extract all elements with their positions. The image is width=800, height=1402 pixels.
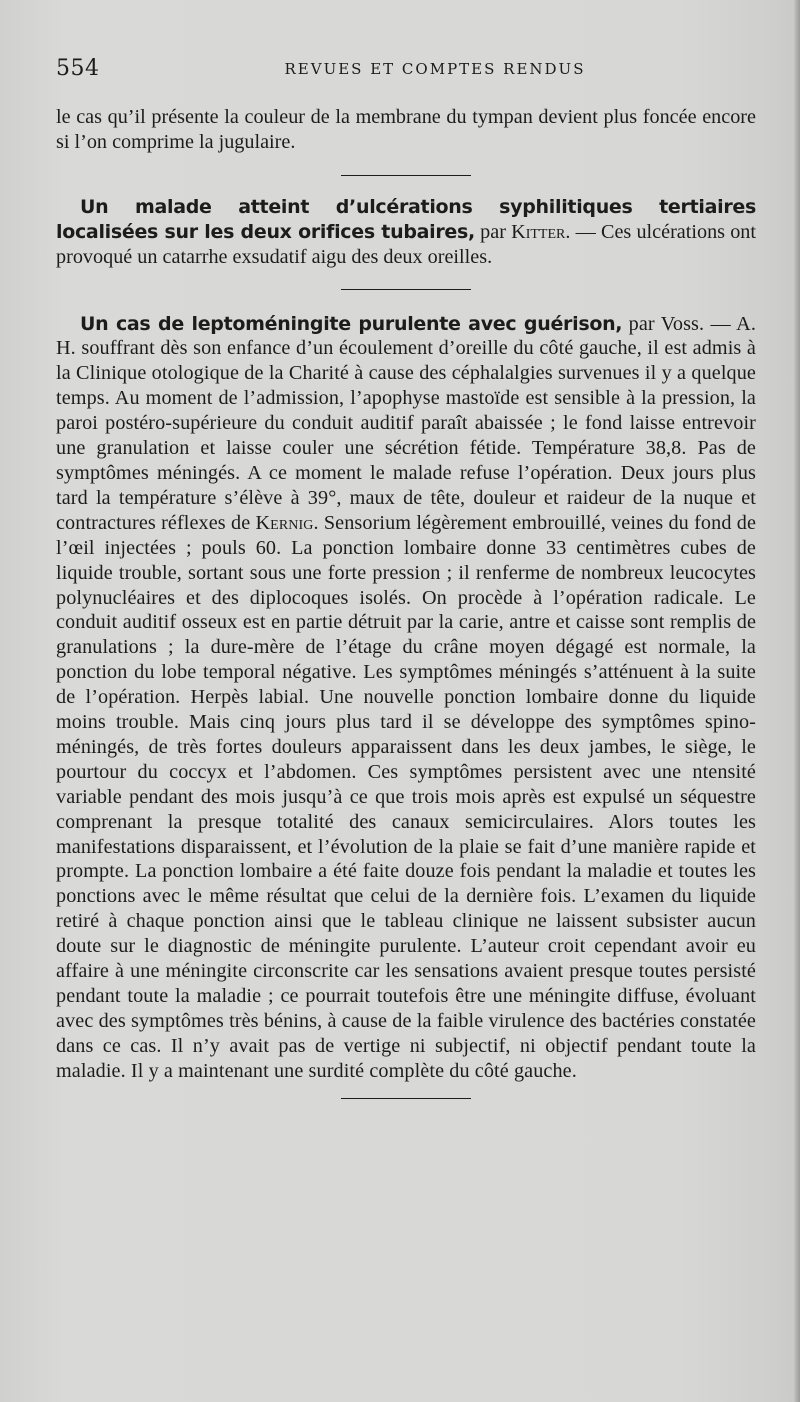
- article-1: [56, 195, 756, 270]
- page-number: 554: [56, 56, 100, 81]
- section-divider: [341, 289, 471, 290]
- running-head: [56, 56, 754, 84]
- article-1-by: par: [474, 220, 512, 243]
- running-title: REVUES ET COMPTES RENDUS: [284, 60, 586, 78]
- article-1-author: Kitter: [511, 220, 566, 243]
- article-2-reflex-name: Kernig: [255, 511, 314, 534]
- article-2-body-part1: . — A. H. souffrant dès son enfance d’un écoulement d’oreille du côté gauche, il est admis à la Clinique otologique de la Charité à cause des céphalalgies survenues il y a quelque temps. Au moment de l’admission, l’apophyse mastoïde est sensible à la pression, la paroi postéro-supérieure du conduit auditif paraît abaissée ; le fond laisse entrevoir une granulation et laisse couler une sécrétion fétide. Température 38,8. Pas de symptômes méningés. A ce moment le malade refuse l’opération. Deux jours plus tard la température s’élève à 39°, maux de tête, douleur et raideur de la nuque et contractures réflexes de: [56, 312, 756, 534]
- section-divider: [341, 175, 471, 176]
- article-2-body-part2: . Sensorium légèrement embrouillé, veines du fond de l’œil injectées ; pouls 60. La ponction lombaire donne 33 centimètres cubes de liquide trouble, sortant sous une forte pression ; il renferme de nombreux leucocytes polynucléaires et des diplocoques isolés. On procède à l’opération radicale. Le conduit auditif osseux est en partie détruit par la carie, antre et caisse sont remplis de granulations ; la dure-mère de l’étage du crâne moyen dégagé est normale, la ponction du lobe temporal négative. Les symptômes méningés s’atténuent à la suite de l’opération. Herpès labial. Une nouvelle ponction lombaire donne du liquide moins trouble. Mais cinq jours plus tard il se développe des symptômes spino-méningés, de très fortes douleurs apparaissent dans les deux jambes, le siège, le pourtour du coccyx et l’abdomen. Ces symptômes persistent avec une ntensité variable pendant des mois jusqu’à ce que trois mois après est expulsé un séquestre comprenant la presque totalité des canaux semicirculaires. Alors toutes les manifestations disparaissent, et l’évolution de la plaie se fait d’une manière rapide et prompte. La ponction lombaire a été faite douze fois pendant la maladie et toutes les ponctions avec le même résultat que celui de la dernière fois. L’examen du liquide retiré à chaque ponction ainsi que le tableau clinique ne laissent subsister aucun doute sur le diagnostic de méningite purulente. L’auteur croit cependant avoir eu affaire à une méningite circonscrite car les sensations avaient presque toutes persisté pendant toute la maladie ; ce pourrait toutefois être une méningite diffuse, évoluant avec des symptômes très bénins, à cause de la faible virulence des bactéries constatée dans ce cas. Il n’y avait pas de vertige ni subjectif, ni objectif pendant toute la maladie. Il y a maintenant une surdité complète du côté gauche.: [56, 511, 756, 1082]
- article-2: [56, 312, 756, 1084]
- section-divider: [341, 1098, 471, 1099]
- continuation-paragraph: le cas qu’il présente la couleur de la membrane du tympan devient plus foncée encore si l’on comprime la jugulaire.: [56, 106, 756, 153]
- article-2-title: Un cas de leptoméningite purulente avec guérison,: [80, 312, 623, 335]
- article-1-title: Un malade atteint d’ulcérations syphilitiques tertiaires localisées sur les deux orifices tubaires,: [56, 195, 756, 243]
- page-edge: [794, 0, 800, 1402]
- article-1-body: . — Ces ulcérations ont provoqué un catarrhe exsudatif aigu des deux oreilles.: [56, 220, 756, 268]
- article-2-by: par: [622, 312, 661, 335]
- body-text: [56, 105, 756, 1099]
- article-2-author: Voss: [660, 312, 699, 335]
